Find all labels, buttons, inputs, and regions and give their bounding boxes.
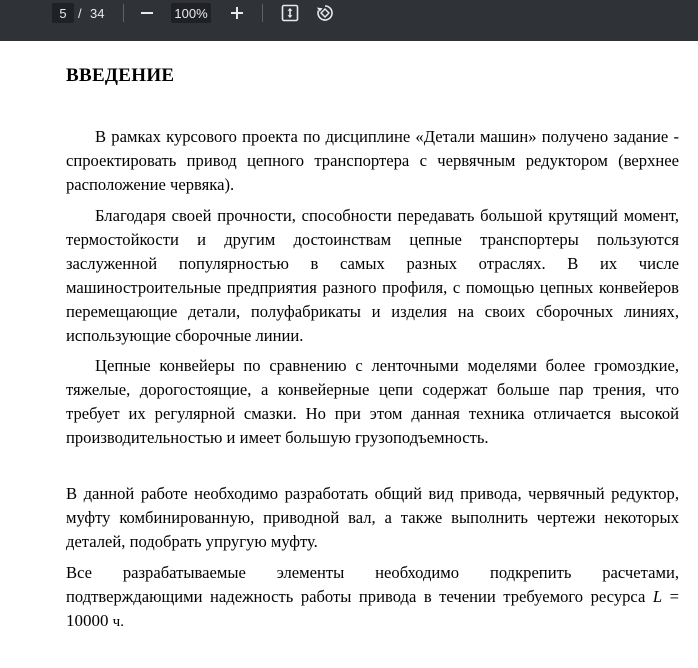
page-separator: / [78, 5, 82, 21]
paragraph-text: Все разрабатываемые элементы необходимо подкрепить расчетами, подтверждающими надежность работы привода в течении требуемого ресурса [66, 563, 679, 606]
pdf-toolbar [0, 0, 698, 41]
page-title: ВВЕДЕНИЕ [66, 65, 175, 86]
math-variable: L [652, 587, 663, 606]
math-value: 10000 [66, 611, 109, 630]
paragraph: В рамках курсового проекта по дисциплине «Детали машин» получено задание - спроектировать привод цепного транспортера с червячным редуктором (верхнее расположение червяка). [66, 127, 679, 194]
paragraph: Цепные конвейеры по сравнению с ленточными моделями более громоздкие, тяжелые, дорогостоящие, а конвейерные цепи содержат больше пар трения, что требует их регулярной смазки. Но при этом данная техника отличается высокой производительностью и имеет большую грузоподъемность. [66, 356, 679, 447]
page-number-input[interactable]: 5 [52, 3, 74, 23]
paragraph [66, 561, 679, 634]
minus-icon [140, 6, 154, 20]
unit-label: ч. [112, 614, 124, 630]
paragraph: В данной работе необходимо разработать общий вид привода, червячный редуктор, муфту комбинированную, приводной вал, а также выполнить чертежи некоторых деталей, подобрать упругую муфту. [66, 484, 679, 551]
page-total: 34 [90, 5, 105, 21]
rotate-button[interactable] [314, 2, 336, 24]
zoom-out-button[interactable] [137, 3, 157, 23]
paragraph: Благодаря своей прочности, способности передавать большой крутящий момент, термостойкости и другим достоинствам цепные транспортеры пользуются заслуженной популярностью в самых разных отраслях. В их числе машиностроительные предприятия разного профиля, с помощью цепных конвейеров перемещающие детали, полуфабрикаты и изделия на своих сборочных линиях, использующие сборочные линии. [66, 206, 679, 345]
math-equals: = [669, 587, 679, 606]
plus-icon [230, 6, 244, 20]
toolbar-divider [123, 4, 124, 22]
zoom-in-button[interactable] [227, 3, 247, 23]
document-page [0, 41, 698, 668]
fit-to-page-icon [281, 4, 299, 22]
toolbar-divider [262, 4, 263, 22]
rotate-icon [315, 3, 335, 23]
fit-to-page-button[interactable] [280, 3, 300, 23]
zoom-level-input[interactable]: 100% [171, 3, 211, 23]
